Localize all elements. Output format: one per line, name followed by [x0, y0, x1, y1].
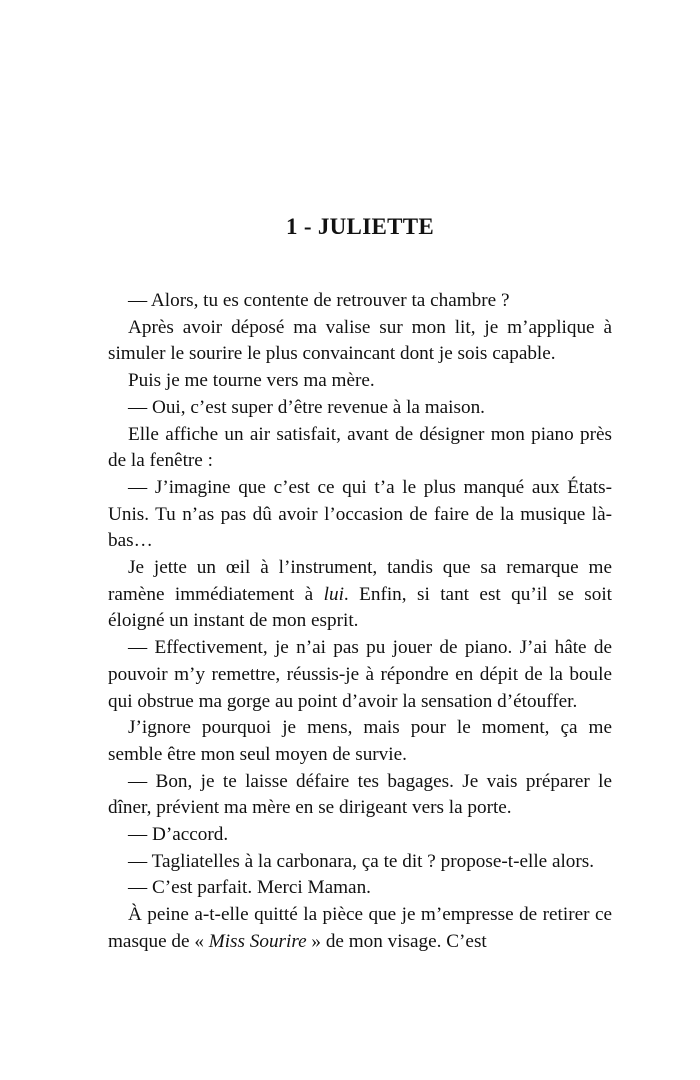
italic-emphasis: lui	[323, 583, 344, 605]
paragraph: — C’est parfait. Merci Maman.	[128, 877, 371, 899]
paragraph: — J’imagine que c’est ce qui t’a le plus manqué aux États-Unis. Tu n’as pas dû avoir l’occasion de faire de la musique là-bas…	[108, 476, 612, 552]
paragraph: Puis je me tourne vers ma mère.	[128, 370, 375, 392]
paragraph: — D’accord.	[128, 824, 229, 846]
paragraph: — Tagliatelles à la carbonara, ça te dit ? propose-t-elle alors.	[128, 850, 595, 872]
italic-emphasis: Miss Sourire	[208, 930, 307, 952]
body-text	[108, 288, 612, 956]
paragraph: — Bon, je te laisse défaire tes bagages. Je vais préparer le dîner, prévient ma mère en se dirigeant vers la porte.	[108, 770, 612, 819]
paragraph: J’ignore pourquoi je mens, mais pour le moment, ça me semble être mon seul moyen de survie.	[108, 717, 612, 765]
paragraph: — Alors, tu es contente de retrouver ta chambre ?	[128, 290, 510, 311]
paragraph: Elle affiche un air satisfait, avant de désigner mon piano près de la fenêtre :	[108, 423, 612, 472]
paragraph: Je jette un œil à l’instrument, tandis que sa remarque me ramène immédiatement à lui. Enfin, si tant est qu’il se soit éloigné un instant de mon esprit.	[108, 557, 612, 632]
paragraph: À peine a-t-elle quitté la pièce que je m’empresse de retirer ce masque de « Miss Sourire » de mon visage. C’est	[108, 904, 612, 952]
paragraph: — Effectivement, je n’ai pas pu jouer de piano. J’ai hâte de pouvoir m’y remettre, réussis-je à répondre en dépit de la boule qui obstrue ma gorge au point d’avoir la sensation d’étouffer.	[108, 637, 612, 712]
paragraph: — Oui, c’est super d’être revenue à la maison.	[128, 396, 485, 418]
paragraph: Après avoir déposé ma valise sur mon lit, je m’applique à simuler le sourire le plus convaincant dont je sois capable.	[108, 316, 612, 365]
chapter-title: 1 - JULIETTE	[285, 214, 435, 239]
